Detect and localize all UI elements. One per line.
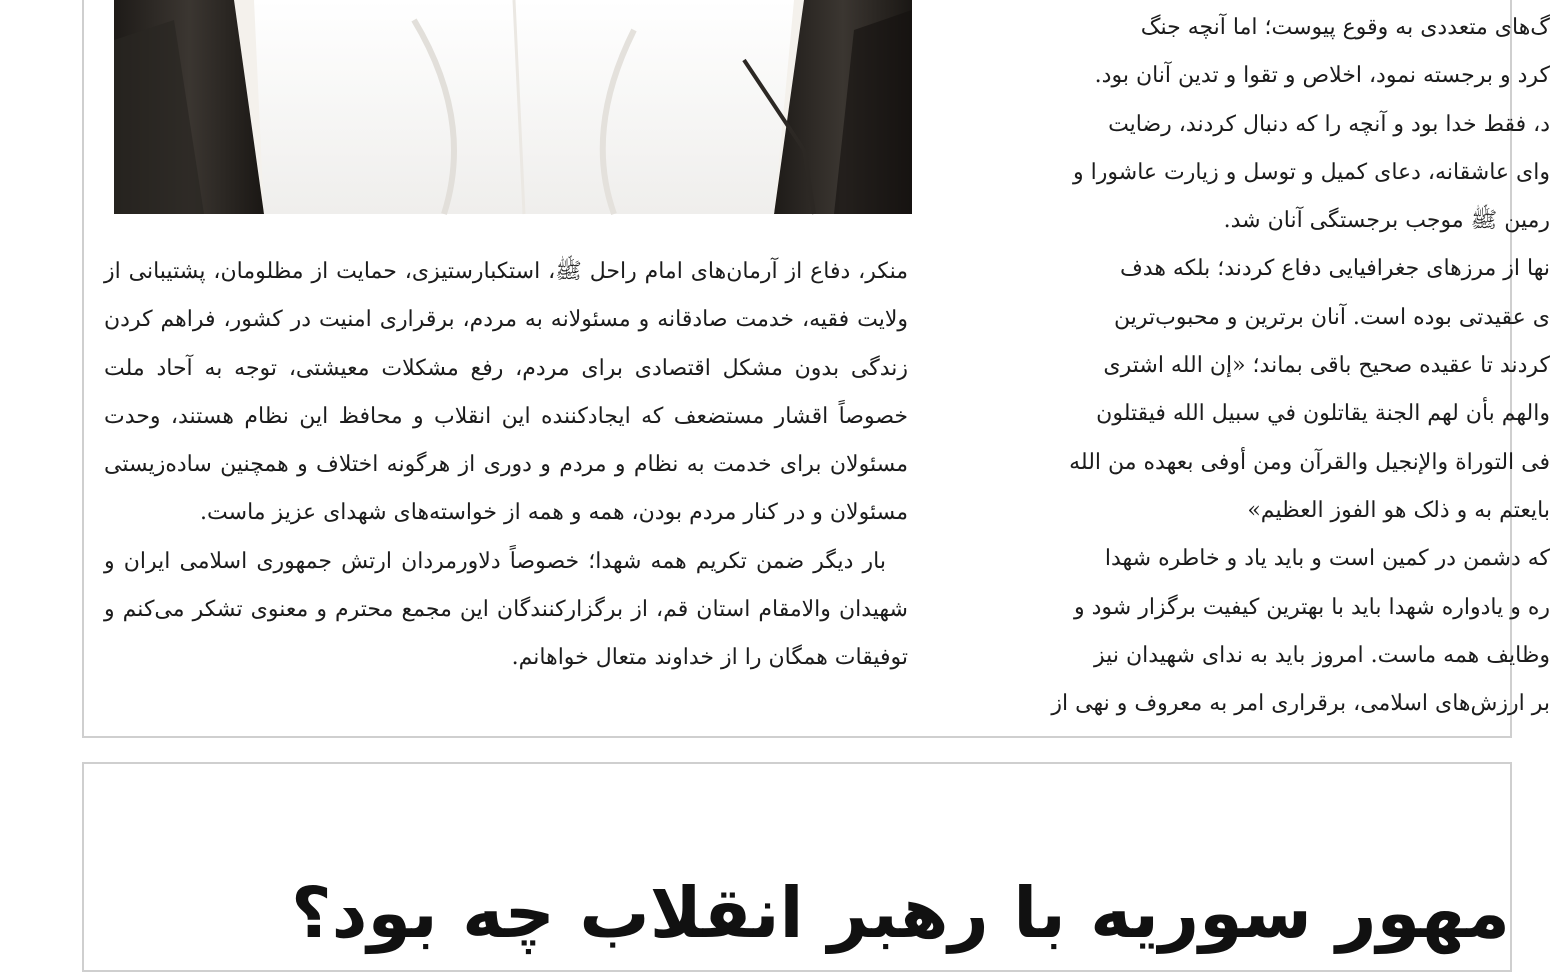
body-paragraph: بار دیگر ضمن تکریم همه شهدا؛ خصوصاً دلاورمردان ارتش جمهوری اسلامی ایران و شهیدان والامقام استان قم، از برگزارکنندگان این مجمع محترم و معنوی تشکر می‌کنم و توفیقات همگان را از خداوند متعال خواهانم. xyxy=(104,548,908,671)
body-paragraph: منکر، دفاع از آرمان‌های امام راحل ﷺ، استکبارستیزی، حمایت از مظلومان، پشتیبانی از ولایت فقیه، خدمت صادقانه و مسئولانه به مردم، برقراری امنیت در کشور، فراهم کردن زندگی بدون مشکل اقتصادی برای مردم، رفع مشکلات معیشتی، توجه به آحاد ملت خصوصاً اقشار مستضعف که ایجادکننده این انقلاب و محافظ این نظام هستند، وحدت مسئولان برای خدمت به نظام و مردم و دوری از هرگونه اختلاف و همچنین ساده‌زیستی مسئولان و در کنار مردم بودن، همه و همه از خواسته‌های شهدای عزیز ماست. xyxy=(104,259,908,526)
text-line: نها از مرزهای جغرافیایی دفاع کردند؛ بلکه هدف xyxy=(1119,256,1550,282)
text-line: ی عقیدتی بوده است. آنان برترین و محبوب‌ترین xyxy=(1114,304,1550,330)
text-line: والهم بأن لهم الجنة يقاتلون في سبيل الله فيقتلون xyxy=(1096,401,1550,427)
text-line: بایعتم به و ذلک هو الفوز العظيم» xyxy=(1247,497,1550,523)
text-line: وای عاشقانه، دعای کمیل و توسل و زیارت عاشورا و xyxy=(1073,159,1550,185)
next-article-headline: مهور سوریه با رهبر انقلاب چه بود؟ xyxy=(291,872,1510,954)
left-text-column xyxy=(104,248,908,728)
text-line: ره و یادواره شهدا باید با بهترین کیفیت برگزار شود و xyxy=(1074,594,1550,620)
portrait-photo xyxy=(114,0,912,214)
text-line: بر ارزش‌های اسلامی، برقراری امر به معروف و نهی از xyxy=(1051,691,1550,717)
text-line: کردند تا عقیده صحیح باقی بماند؛ «إن الله اشتری xyxy=(1103,353,1550,379)
text-line: کرد و برجسته نمود، اخلاص و تقوا و تدین آنان بود. xyxy=(1094,63,1550,89)
right-text-column xyxy=(950,4,1550,734)
text-line: رمین ﷺ موجب برجستگی آنان شد. xyxy=(1223,208,1550,234)
text-line: گ‌های متعددی به وقوع پیوست؛ اما آنچه جنگ xyxy=(1140,15,1550,40)
text-line: وظایف همه ماست. امروز باید به ندای شهیدان نیز xyxy=(1094,642,1550,668)
text-line: د، فقط خدا بود و آنچه را که دنبال کردند، رضایت xyxy=(1108,111,1550,137)
text-line: فی التوراة والإنجيل والقرآن ومن أوفى بعهده من الله xyxy=(1069,449,1550,475)
text-line: که دشمن در کمین است و باید یاد و خاطره شهدا xyxy=(1104,546,1550,572)
